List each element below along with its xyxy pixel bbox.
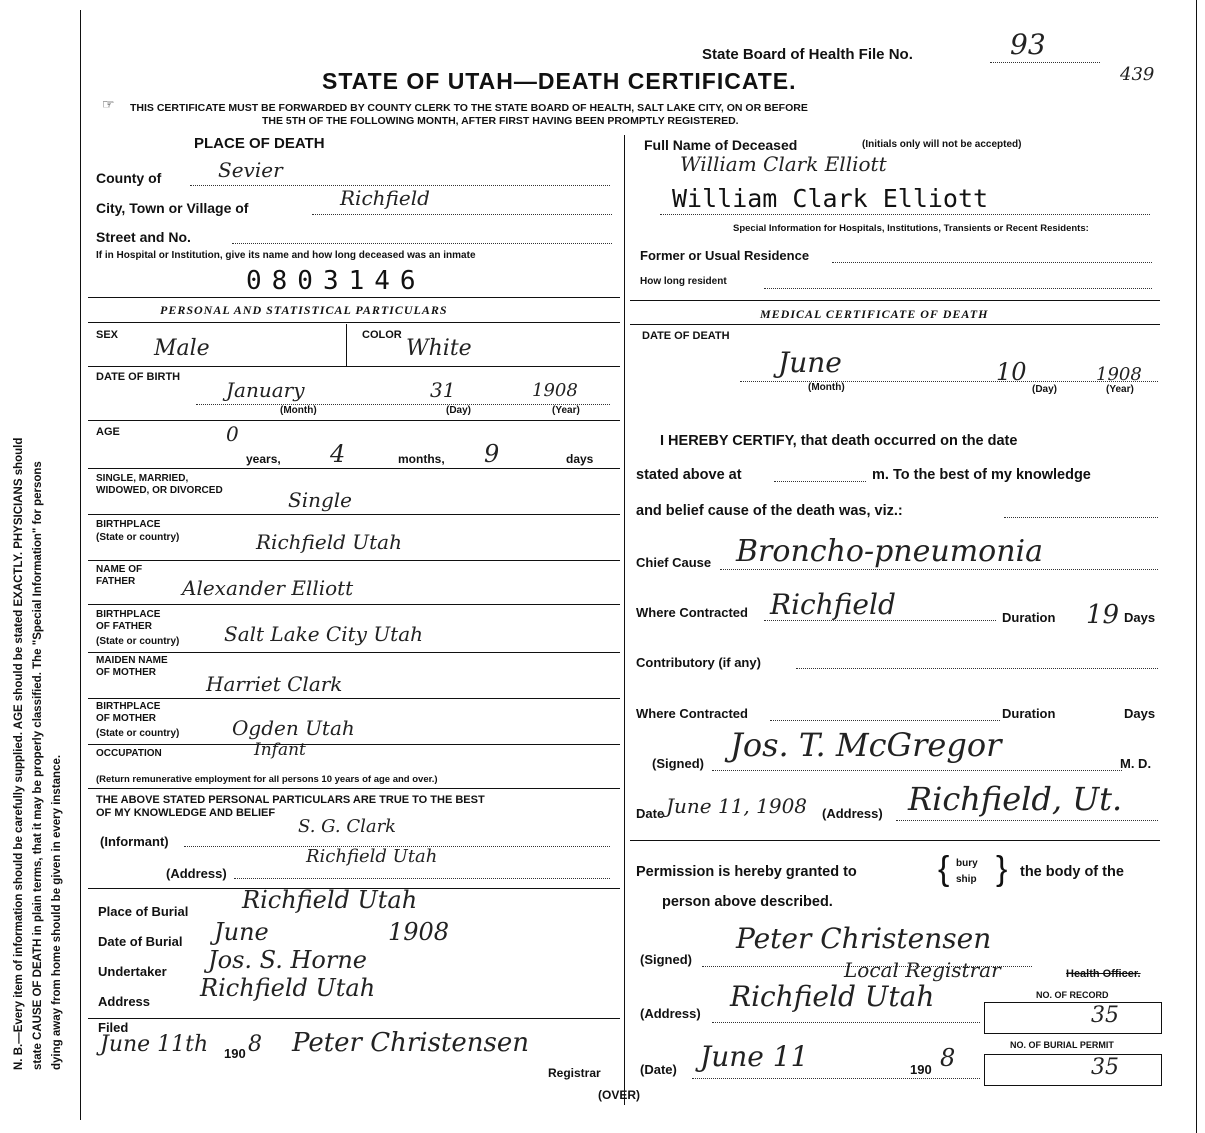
sex-value: Male [154, 336, 210, 361]
chief-cause-value: Broncho-pneumonia [736, 534, 1044, 569]
where-contracted-line [764, 620, 996, 621]
death-year-caption: (Year) [1106, 384, 1134, 395]
certify-line-3-rule [1004, 517, 1158, 518]
dob-line [196, 404, 610, 405]
left-border [80, 10, 81, 1120]
file-number-line [990, 62, 1100, 63]
name-line [660, 214, 1150, 215]
permit-bury: bury [956, 858, 978, 869]
dob-year-caption: (Year) [552, 405, 580, 416]
informant-value: S. G. Clark [298, 816, 397, 837]
marital-label-1: SINGLE, MARRIED, [96, 473, 189, 484]
file-label: State Board of Health File No. [702, 46, 913, 63]
where-contracted-2-label: Where Contracted [636, 706, 748, 721]
mother-birthplace-value: Ogden Utah [232, 716, 355, 740]
death-date-line [740, 381, 1158, 382]
sidebar-note [10, 30, 70, 1070]
right-brace: } [996, 850, 1008, 888]
filed-date: June 11th [100, 1032, 209, 1057]
permit-date-line [692, 1078, 980, 1079]
color-value: White [406, 336, 472, 361]
permit-address-label: (Address) [640, 1006, 701, 1021]
certify-line-2a: stated above at [636, 467, 742, 483]
death-month: June [778, 346, 842, 379]
burial-permit-label: NO. OF BURIAL PERMIT [1010, 1040, 1114, 1050]
statement-line-2: OF MY KNOWLEDGE AND BELIEF [96, 807, 276, 819]
informant-label: (Informant) [100, 834, 169, 849]
sidebar-line-1: N. B.—Every item of information should be carefully supplied. AGE should be stated EXACTLY. PHYSICIANS should [13, 437, 25, 1070]
residence-line [832, 262, 1152, 263]
permit-date-value: June 11 [700, 1040, 809, 1073]
mother-birthplace-state-label: (State or country) [96, 728, 180, 739]
birthplace-state-label: (State or country) [96, 532, 180, 543]
physician-address-line [896, 820, 1158, 821]
filed-label: Filed [98, 1020, 129, 1035]
occupation-label: OCCUPATION [96, 748, 162, 759]
death-day-caption: (Day) [1032, 384, 1058, 395]
days-label: days [566, 452, 594, 466]
permit-signer: Peter Christensen [736, 922, 992, 955]
dob-month-caption: (Month) [280, 405, 317, 416]
burial-date-year: 1908 [388, 918, 450, 946]
medical-rule-2 [630, 324, 1160, 325]
dob-day: 31 [430, 378, 456, 402]
age-days: 9 [484, 440, 500, 468]
age-months: 4 [330, 440, 346, 468]
row-rule-father-birthplace [88, 652, 620, 653]
burial-address-label: Address [98, 994, 151, 1009]
filed-year-prefix: 190 [224, 1046, 246, 1061]
row-rule-mother [88, 698, 620, 699]
dob-month: January [226, 378, 305, 402]
father-birthplace-label-2: OF FATHER [96, 621, 152, 632]
physician-signed-label: (Signed) [652, 756, 704, 771]
burial-address-value: Richfield Utah [200, 974, 376, 1002]
informant-address-label: (Address) [166, 866, 227, 881]
duration-days-label: Days [1124, 610, 1156, 625]
duration-2-label: Duration [1002, 706, 1056, 721]
dob-year: 1908 [532, 380, 578, 401]
row-rule-occupation [88, 788, 620, 789]
age-label: AGE [96, 426, 120, 438]
where-contracted-2-line [770, 720, 1000, 721]
physician-line [712, 770, 1122, 771]
physician-signature: Jos. T. McGregor [730, 726, 1002, 764]
city-value: Richfield [340, 186, 430, 210]
personal-rule [88, 297, 620, 298]
chief-cause-label: Chief Cause [636, 555, 712, 570]
full-name-note: (Initials only will not be accepted) [862, 139, 1022, 150]
father-value: Alexander Elliott [182, 576, 354, 600]
signed-date-label: Date [636, 806, 665, 821]
medical-permit-rule [630, 840, 1160, 841]
father-birthplace-label-1: BIRTHPLACE [96, 609, 161, 620]
contributory-label: Contributory (if any) [636, 655, 761, 670]
undertaker-label: Undertaker [98, 964, 167, 979]
occupation-note: (Return remunerative employment for all persons 10 years of age and over.) [96, 774, 438, 785]
death-year: 1908 [1096, 364, 1142, 385]
place-of-death-heading: PLACE OF DEATH [194, 135, 325, 152]
years-label: years, [246, 452, 281, 466]
personal-heading: PERSONAL AND STATISTICAL PARTICULARS [160, 303, 448, 317]
permit-address-line [712, 1022, 980, 1023]
undertaker-value: Jos. S. Horne [208, 946, 367, 974]
row-rule-dob [88, 420, 620, 421]
father-birthplace-state-label: (State or country) [96, 636, 180, 647]
permit-ship: ship [956, 874, 977, 885]
signed-date-value: June 11, 1908 [666, 794, 808, 818]
duration-value: 19 [1086, 600, 1120, 630]
file-number: 93 [1010, 28, 1046, 61]
mother-label-1: MAIDEN NAME [96, 655, 168, 666]
row-rule-burial [88, 1018, 620, 1019]
deceased-name-typed: William Clark Elliott [672, 184, 989, 213]
birthplace-label: BIRTHPLACE [96, 519, 161, 530]
row-rule-marital [88, 514, 620, 515]
father-label-2: FATHER [96, 576, 136, 587]
medical-heading: MEDICAL CERTIFICATE OF DEATH [760, 307, 989, 321]
marital-value: Single [288, 488, 353, 512]
street-line [232, 243, 612, 244]
death-date-label: DATE OF DEATH [642, 330, 730, 342]
certificate-title: STATE OF UTAH—DEATH CERTIFICATE. [322, 68, 797, 94]
mother-birthplace-label-1: BIRTHPLACE [96, 701, 161, 712]
sidebar-line-3: dying away from home should be given in every instance. [51, 754, 63, 1070]
record-number-label: NO. OF RECORD [1036, 990, 1109, 1000]
birthplace-value: Richfield Utah [256, 530, 402, 554]
burial-place-value: Richfield Utah [242, 886, 418, 914]
center-divider [624, 135, 625, 1105]
permit-text-1: Permission is hereby granted to [636, 864, 857, 880]
city-line [312, 214, 612, 215]
permit-number-value: 35 [1091, 1055, 1119, 1080]
where-contracted-label: Where Contracted [636, 605, 748, 620]
father-label-1: NAME OF [96, 564, 143, 575]
row-rule-father [88, 604, 620, 605]
informant-address-value: Richfield Utah [306, 846, 438, 867]
hospital-label: If in Hospital or Institution, give its name and how long deceased was an inmate [96, 250, 476, 261]
row-rule-age [88, 468, 620, 469]
informant-address-line [234, 878, 610, 879]
dob-day-caption: (Day) [446, 405, 472, 416]
time-line [774, 481, 866, 482]
county-label: County of [96, 170, 162, 186]
where-contracted-value: Richfield [770, 588, 896, 621]
sex-label: SEX [96, 329, 119, 341]
age-years: 0 [226, 422, 239, 446]
permit-text-2: the body of the [1020, 864, 1124, 880]
special-info-label: Special Information for Hospitals, Institutions, Transients or Recent Residents: [733, 223, 1089, 234]
occupation-value: Infant [254, 740, 306, 760]
certify-line-2b: m. To the best of my knowledge [872, 467, 1091, 483]
mother-value: Harriet Clark [206, 672, 343, 696]
left-brace: { [938, 850, 950, 888]
row-rule-birthplace [88, 560, 620, 561]
permit-date-label: (Date) [640, 1062, 677, 1077]
death-day: 10 [996, 358, 1027, 386]
right-edge [1196, 0, 1197, 1133]
contributory-line [796, 668, 1158, 669]
permit-signer-line [702, 966, 1032, 967]
burial-date-month: June [214, 918, 269, 946]
md-label: M. D. [1120, 756, 1152, 771]
statement-line-1: THE ABOVE STATED PERSONAL PARTICULARS ARE TRUE TO THE BEST [96, 794, 485, 806]
record-number-box [984, 1002, 1162, 1034]
duration-2-days-label: Days [1124, 706, 1156, 721]
certify-line-3: and belief cause of the death was, viz.: [636, 503, 903, 519]
burial-date-label: Date of Burial [98, 934, 183, 949]
father-birthplace-value: Salt Lake City Utah [224, 622, 424, 646]
deceased-name-handwritten: William Clark Elliott [680, 152, 887, 176]
duration-label: Duration [1002, 610, 1056, 625]
instruction-line-2: THE 5TH OF THE FOLLOWING MONTH, AFTER FIRST HAVING BEEN PROMPTLY REGISTERED. [262, 115, 739, 127]
filed-signer: Peter Christensen [292, 1028, 530, 1058]
residence-label: Former or Usual Residence [640, 248, 810, 263]
over-label: (OVER) [598, 1088, 640, 1102]
certify-line-1: I HEREBY CERTIFY, that death occurred on the date [660, 433, 1018, 449]
street-label: Street and No. [96, 229, 191, 245]
physician-address-value: Richfield, Ut. [908, 780, 1123, 818]
record-number-value: 35 [1091, 1003, 1119, 1028]
medical-rule [630, 300, 1160, 301]
hand-pointer-icon: ☞ [102, 96, 115, 112]
full-name-label: Full Name of Deceased [644, 137, 798, 153]
dob-label: DATE OF BIRTH [96, 371, 181, 383]
instruction-line-1: THIS CERTIFICATE MUST BE FORWARDED BY COUNTY CLERK TO THE STATE BOARD OF HEALTH, SALT LAKE CITY, ON OR BEFORE [130, 102, 808, 114]
how-long-line [764, 288, 1152, 289]
county-value: Sevier [218, 158, 283, 182]
death-month-caption: (Month) [808, 382, 845, 393]
marital-label-2: WIDOWED, OR DIVORCED [96, 485, 223, 496]
city-label: City, Town or Village of [96, 200, 249, 216]
burial-place-label: Place of Burial [98, 904, 189, 919]
permit-year-prefix: 190 [910, 1062, 932, 1077]
how-long-label: How long resident [640, 276, 727, 287]
registration-stamp: 0803146 [246, 266, 426, 296]
months-label: months, [398, 452, 445, 466]
row-rule-sex [88, 366, 620, 367]
sex-color-divider [346, 324, 347, 366]
physician-address-label: (Address) [822, 806, 883, 821]
corner-number: 439 [1120, 64, 1155, 85]
health-officer-label: Health Officer. [1066, 968, 1141, 980]
permit-title-handwritten: Local Registrar [844, 958, 1001, 982]
permit-address-value: Richfield Utah [730, 980, 935, 1013]
color-label: COLOR [362, 329, 402, 341]
personal-rule-2 [88, 322, 620, 323]
permit-number-box [984, 1054, 1162, 1086]
permit-signed-label: (Signed) [640, 952, 692, 967]
mother-birthplace-label-2: OF MOTHER [96, 713, 156, 724]
permit-text-3: person above described. [662, 894, 833, 910]
row-rule-mother-birthplace [88, 744, 620, 745]
sidebar-line-2: state CAUSE OF DEATH in plain terms, that it may be properly classified. The "Special Information" for persons [32, 461, 44, 1070]
chief-cause-line [720, 569, 1158, 570]
registrar-label: Registrar [548, 1066, 601, 1080]
filed-year-suffix: 8 [248, 1032, 262, 1057]
permit-year-suffix: 8 [940, 1044, 956, 1072]
mother-label-2: OF MOTHER [96, 667, 156, 678]
